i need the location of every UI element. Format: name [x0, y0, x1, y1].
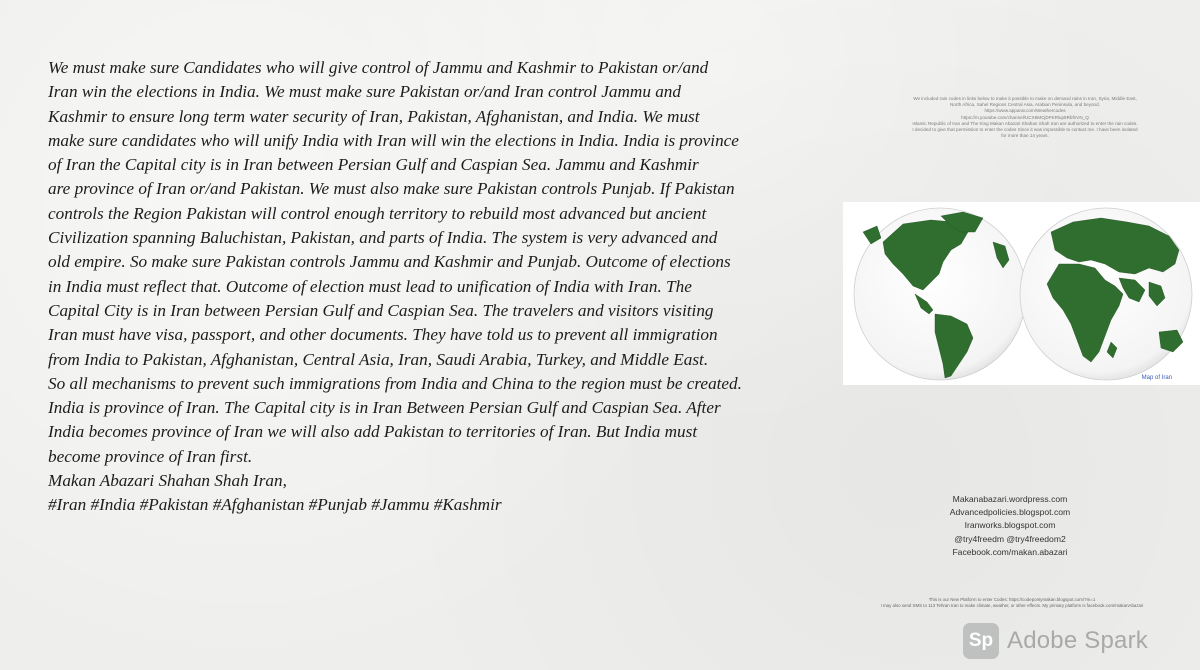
link-iranworks[interactable]: Iranworks.blogspot.com: [964, 520, 1056, 531]
globe-map-graphic: [843, 202, 1200, 385]
adobe-spark-watermark: [963, 621, 1148, 661]
paragraph-line: Iran must have visa, passport, and other documents. They have told us to prevent all immigration: [48, 325, 718, 345]
paragraph-line: India is province of Iran. The Capital city is in Iran Between Persian Gulf and Caspian Sea. After: [48, 398, 721, 418]
paragraph-line: Iran win the elections in India. We must make sure Pakistan or/and Iran control Jammu and: [48, 82, 681, 102]
paragraph-line: are province of Iran or/and Pakistan. We must also make sure Pakistan controls Punjab. If Pakistan: [48, 179, 735, 199]
rain-code-notes: [900, 96, 1150, 139]
paragraph-line: We must make sure Candidates who will give control of Jammu and Kashmir to Pakistan or/and: [48, 58, 709, 77]
link-wordpress[interactable]: Makanabazari.wordpress.com: [952, 494, 1068, 504]
globe-eurasia-africa: [1020, 208, 1192, 380]
paragraph-line: become province of Iran first.: [48, 446, 253, 466]
paragraph-line: make sure candidates who will unify India with Iran will win the elections in India. India is province: [48, 130, 739, 150]
paragraph-line: old empire. So make sure Pakistan controls Jammu and Kashmir and Punjab. Outcome of elections: [48, 252, 731, 272]
note-line: North Africa, Sahel Regions Central Asia, Arabian Peninsula, and beyond.: [950, 102, 1100, 108]
paragraph-line: India becomes province of Iran we will also add Pakistan to territories of Iran. But India must: [48, 422, 698, 442]
paragraph-line: Capital City is in Iran between Persian Gulf and Caspian Sea. The travelers and visitors visiting: [48, 300, 714, 320]
globe-americas: [854, 208, 1026, 380]
note-line: Islamic Republic of Iran and The King Makan Abazari Shahan Shah Iran are authorized to enter the rain codes.: [912, 120, 1138, 126]
platform-notes: [862, 597, 1162, 609]
note-line: This is our New Platform to enter Codes: https://codepontymakan.blogspot.com/?m=1: [928, 597, 1096, 602]
adobe-spark-logo-icon: Sp: [963, 623, 999, 659]
contact-links: [900, 493, 1120, 559]
paragraph-line: from India to Pakistan, Afghanistan, Central Asia, Iran, Saudi Arabia, Turkey, and Middle East.: [48, 349, 709, 369]
note-line: for more than 14 years.: [1001, 133, 1049, 139]
paragraph-line: in India must reflect that. Outcome of election must lead to unification of India with Iran. The: [48, 276, 692, 296]
map-caption: Map of Iran: [1141, 375, 1172, 381]
paragraph-line: of Iran the Capital city is in Iran between Persian Gulf and Caspian Sea. Jammu and Kashmir: [48, 155, 699, 175]
paragraph-line: So all mechanisms to prevent such immigrations from India and China to the region must be created.: [48, 373, 742, 393]
signature-line: Makan Abazari Shahan Shah Iran,: [48, 471, 287, 491]
link-twitter-handles[interactable]: @try4freedm @try4freedom2: [954, 533, 1066, 544]
brand-name: Adobe Spark: [1007, 627, 1148, 654]
hashtags-line: #Iran #India #Pakistan #Afghanistan #Punjab #Jammu #Kashmir: [48, 495, 502, 515]
paragraph-line: controls the Region Pakistan will control enough territory to rebuild most advanced but ancient: [48, 203, 707, 223]
link-facebook[interactable]: Facebook.com/makan.abazari: [952, 546, 1068, 557]
note-line: https://m.youtube.com/channel/UCX5MCjDFKRlup8RbfnVN_Q: [961, 114, 1089, 120]
paragraph-line: Kashmir to ensure long term water security of Iran, Pakistan, Afghanistan, and India. We must: [48, 106, 700, 126]
note-line: I decided to give that permission to enter the codes Since it was impossible to contact me. I have been isolated: [912, 127, 1138, 133]
globe-map: [843, 202, 1200, 385]
note-line: I may also send SMS to 113 Tehran Iran to make climate, weather, or other effects. My primary platform is facebook.com/makanAbazari: [880, 603, 1144, 608]
main-paragraph: [48, 56, 838, 518]
note-line: https://www.apparat.com/Weathercodes: [984, 108, 1066, 114]
note-line: We included rain codes in links below to make it possible to make on demand rains in Iran, Syria, Middle East,: [913, 96, 1137, 101]
link-advancedpolicies[interactable]: Advancedpolicies.blogspot.com: [949, 507, 1071, 518]
paragraph-line: Civilization spanning Baluchistan, Pakistan, and parts of India. The system is very advanced and: [48, 228, 718, 248]
